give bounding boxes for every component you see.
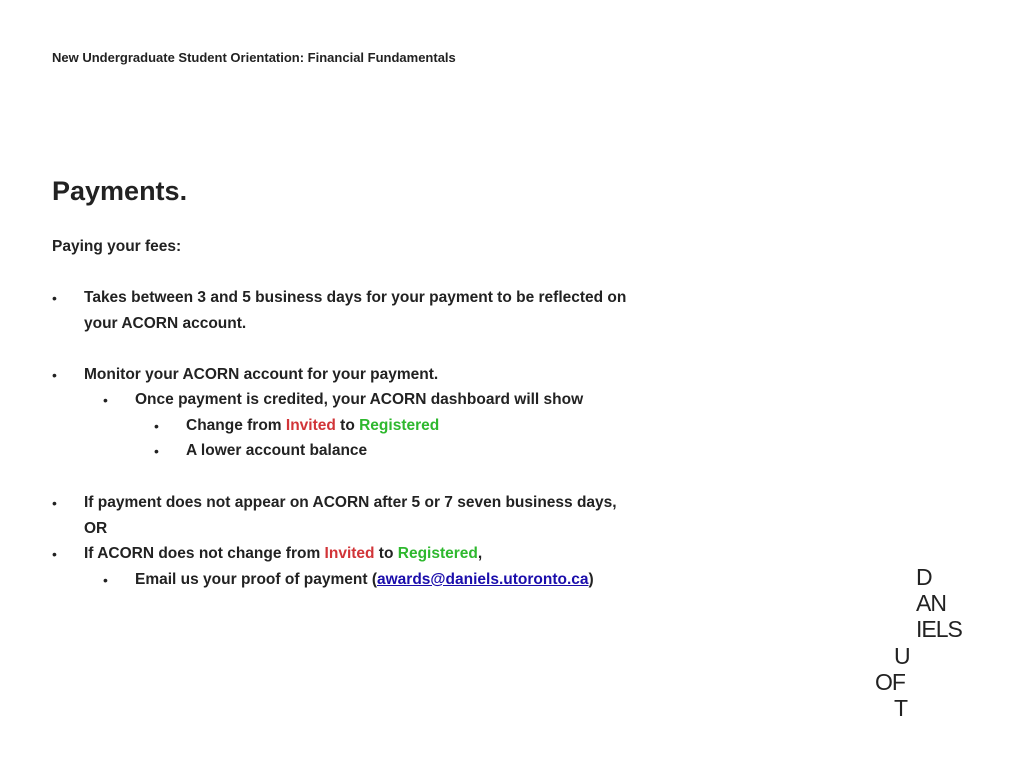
email-prefix: Email us your proof of payment ( (135, 571, 377, 588)
bullet-marker: • (154, 443, 159, 459)
logo-line-1: D (916, 564, 932, 590)
slide-subtitle: Paying your fees: (52, 238, 182, 255)
daniels-logo (872, 564, 982, 724)
bullet-2: Monitor your ACORN account for your payment. (84, 366, 439, 383)
bullet-4-suffix: , (477, 545, 483, 562)
bullet-4 (84, 545, 482, 563)
bullet-2-sub-2: A lower account balance (186, 442, 368, 459)
logo-line-2: AN (916, 590, 946, 616)
logo-line-4: U (894, 643, 910, 669)
bullet-4-sub (135, 571, 594, 589)
bullet-3-line-1: If payment does not appear on ACORN after 5 or 7 seven business days, (84, 494, 617, 511)
bullet-2-sub: Once payment is credited, your ACORN dashboard will show (135, 391, 584, 408)
bullet-4-prefix: If ACORN does not change from (84, 545, 325, 562)
bullet-2-sub-1 (186, 417, 439, 435)
bullet-marker: • (154, 418, 159, 434)
change-from-text: Change from (186, 417, 286, 434)
bullet-3-line-2: OR (84, 520, 108, 537)
slide-title: Payments. (52, 176, 188, 206)
presentation-header: New Undergraduate Student Orientation: Financial Fundamentals (52, 50, 456, 65)
to-text: to (335, 417, 360, 434)
bullet-marker: • (52, 546, 57, 562)
status-invited: Invited (324, 545, 375, 562)
bullet-marker: • (52, 495, 57, 511)
email-link[interactable]: awards@daniels.utoronto.ca (377, 571, 589, 588)
bullet-marker: • (52, 367, 57, 383)
email-suffix: ) (588, 571, 594, 588)
bullet-marker: • (52, 290, 57, 306)
bullet-1-line-2: your ACORN account. (84, 315, 247, 332)
status-registered: Registered (359, 417, 440, 434)
logo-line-5: OF (875, 669, 905, 695)
bullet-marker: • (103, 392, 108, 408)
logo-line-6: T (894, 695, 908, 721)
logo-line-3: IELS (916, 616, 962, 642)
status-invited: Invited (285, 417, 336, 434)
bullet-marker: • (103, 572, 108, 588)
bullet-1-line-1: Takes between 3 and 5 business days for your payment to be reflected on (84, 289, 627, 306)
to-text: to (374, 545, 398, 562)
status-registered: Registered (397, 545, 478, 562)
